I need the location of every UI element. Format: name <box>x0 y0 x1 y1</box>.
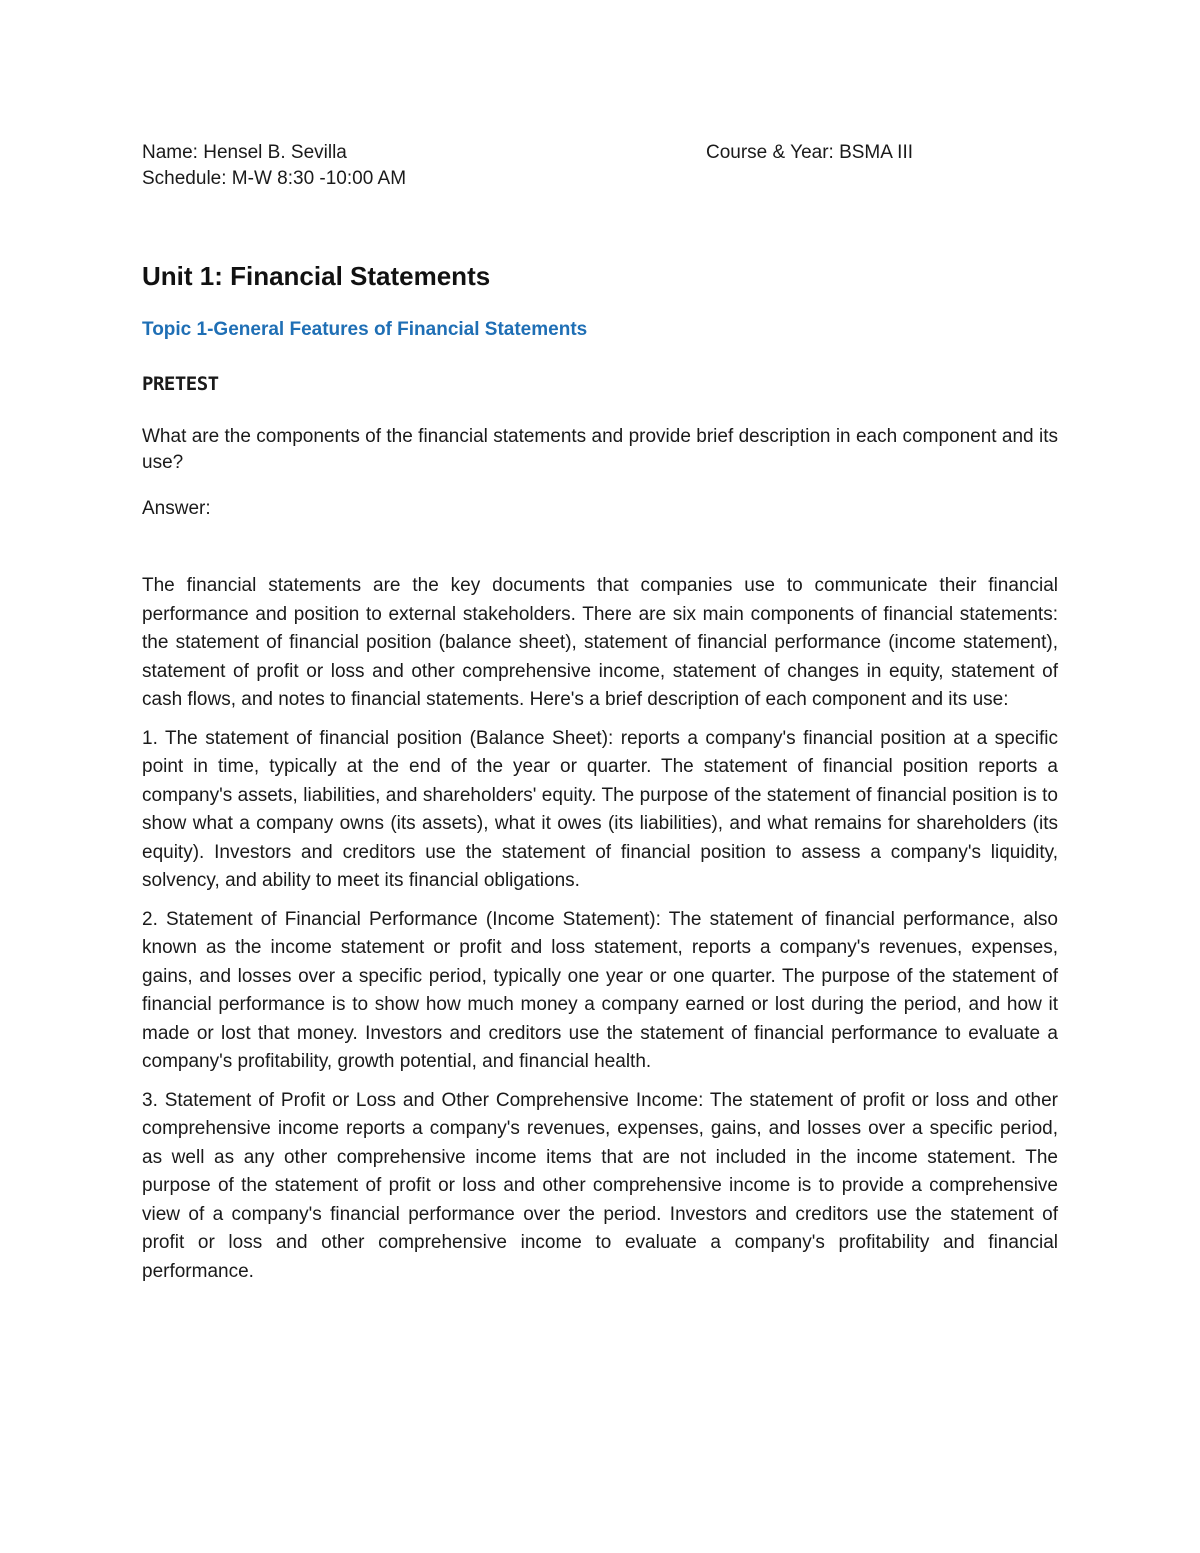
student-name: Name: Hensel B. Sevilla <box>142 142 347 163</box>
schedule: Schedule: M-W 8:30 -10:00 AM <box>142 168 407 189</box>
course-year: Course & Year: BSMA III <box>706 142 913 163</box>
question-text: What are the components of the financial statements and provide brief description in each component and its use? <box>142 426 1058 473</box>
header-row <box>142 140 1058 192</box>
document-page <box>142 140 1058 1286</box>
unit-title: Unit 1: Financial Statements <box>142 261 491 291</box>
topic-title: Topic 1-General Features of Financial Statements <box>142 319 588 340</box>
component-paragraph-3: 3. Statement of Profit or Loss and Other Comprehensive Income: The statement of profit or loss and other comprehensive income reports a company's revenues, expenses, gains, and losses over a specific period, as well as any other comprehensive income items that are not included in the income statement. The purpose of the statement of profit or loss and other comprehensive income is to provide a comprehensive view of a company's financial performance over the period. Investors and creditors use the statement of profit or loss and other comprehensive income to evaluate a company's profitability and financial performance. <box>142 1089 1058 1282</box>
component-paragraph-1: 1. The statement of financial position (Balance Sheet): reports a company's financial position at a specific point in time, typically at the end of the year or quarter. The statement of financial position reports a company's assets, liabilities, and shareholders' equity. The purpose of the statement of financial position is to show what a company owns (its assets), what it owes (its liabilities), and what remains for shareholders (its equity). Investors and creditors use the statement of financial position to assess a company's liquidity, solvency, and ability to meet its financial obligations. <box>142 727 1058 891</box>
answer-label: Answer: <box>142 498 211 519</box>
component-paragraph-2: 2. Statement of Financial Performance (Income Statement): The statement of financial performance, also known as the income statement or profit and loss statement, reports a company's revenues, expenses, gains, and losses over a specific period, typically one year or one quarter. The purpose of the statement of financial performance is to show how much money a company earned or lost during the period, and how it made or lost that money. Investors and creditors use the statement of financial performance to evaluate a company's profitability, growth potential, and financial health. <box>142 908 1058 1072</box>
section-label: PRETEST <box>142 373 219 395</box>
intro-paragraph: The financial statements are the key documents that companies use to communicate their financial performance and position to external stakeholders. There are six main components of financial statements: the statement of financial position (balance sheet), statement of financial performance (income statement), statement of profit or loss and other comprehensive income, statement of changes in equity, statement of cash flows, and notes to financial statements. Here's a brief description of each component and its use: <box>142 575 1058 710</box>
